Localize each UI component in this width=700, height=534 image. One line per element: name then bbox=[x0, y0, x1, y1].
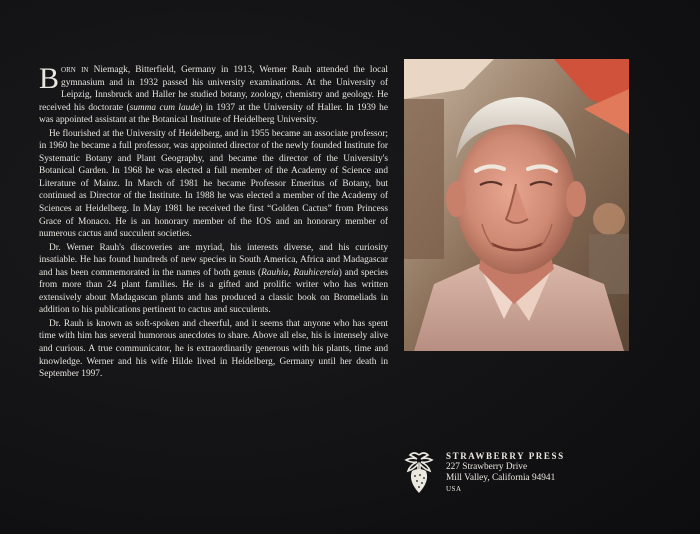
bio-paragraph-1 bbox=[39, 64, 388, 127]
bio-italic-genera: Rauhia, Rauhicereia bbox=[261, 267, 339, 278]
bio-italic-honor: summa cum laude bbox=[129, 102, 200, 113]
publisher-city: Mill Valley, California 94941 bbox=[446, 473, 556, 483]
strawberry-press-logo-icon bbox=[400, 451, 438, 497]
bio-paragraph-4: Dr. Rauh is known as soft-spoken and cheerful, and it seems that anyone who has spent time with him has several humorous anecdotes to share. Above all else, his is intensely alive and curious. A true communicator, he is extraordinarily generous with his plants, time and knowledge. Werner and his wife Hilde lived in Heidelberg, Germany until her death in September 1997. bbox=[39, 318, 388, 380]
bio-paragraph-3 bbox=[39, 242, 388, 317]
bio-paragraph-1-text: Niemagk, Bitterfield, Germany in 1913, Werner Rauh attended the local gymnasium and in 1932 passed his university examinations. At the University of Leipzig, Innsbruck and Haller he studied botany, zoology, chemistry and geology. He received his doctorate ( bbox=[39, 65, 389, 113]
publisher-address-block bbox=[446, 451, 565, 495]
author-biography bbox=[39, 64, 388, 382]
publisher-name: STRAWBERRY PRESS bbox=[446, 451, 565, 461]
bio-paragraph-3-text: Dr. Werner Rauh's discoveries are myriad, his interests diverse, and his curiosity insatiable. He has found hundreds of new species in South America, Africa and Madagascar and has been commemorated in the names of both genus ( bbox=[39, 242, 388, 278]
drop-cap: B bbox=[39, 62, 60, 95]
publisher-street: 227 Strawberry Drive bbox=[446, 462, 528, 472]
bio-paragraph-2: He flourished at the University of Heidelberg, and in 1955 became an associate professor; in 1960 he became a full professor, was appointed director of the newly founded Institute for Systematic Botany and Plant Geography, and became the director of the University's Botanical Garden. In 1968 he was elected a full member of the Academy of Science and Literature of Mainz. In March of 1981 he became Professor Emeritus of Botany, but continued as Director of the Institute. In 1988 he was elected a member of the Academy of Sciences at Heidelberg. In May 1981 he received the first “Golden Cactus” from Princess Grace of Monaco. He is an honorary member of the IOS and an honorary member of numerous cactus and succulent societies. bbox=[39, 128, 388, 240]
bio-paragraph-1-end: ) in 1937 at the University of Haller. In 1939 he was appointed assistant at the Botanical Institute of Heidelberg University. bbox=[39, 102, 388, 126]
author-portrait-photo bbox=[404, 59, 629, 351]
opening-small-caps: orn in bbox=[61, 64, 89, 75]
publisher-country: USA bbox=[446, 485, 462, 493]
publisher-imprint bbox=[400, 451, 630, 501]
portrait-image bbox=[404, 59, 629, 351]
bio-paragraph-3-end: ) and species from more than 24 plant families. He is a gifted and prolific writer who has written extensively about Madagascan plants and has produced a classic book on Bromeliads in addition to his publications pertinent to cactus and succulents. bbox=[39, 267, 388, 316]
